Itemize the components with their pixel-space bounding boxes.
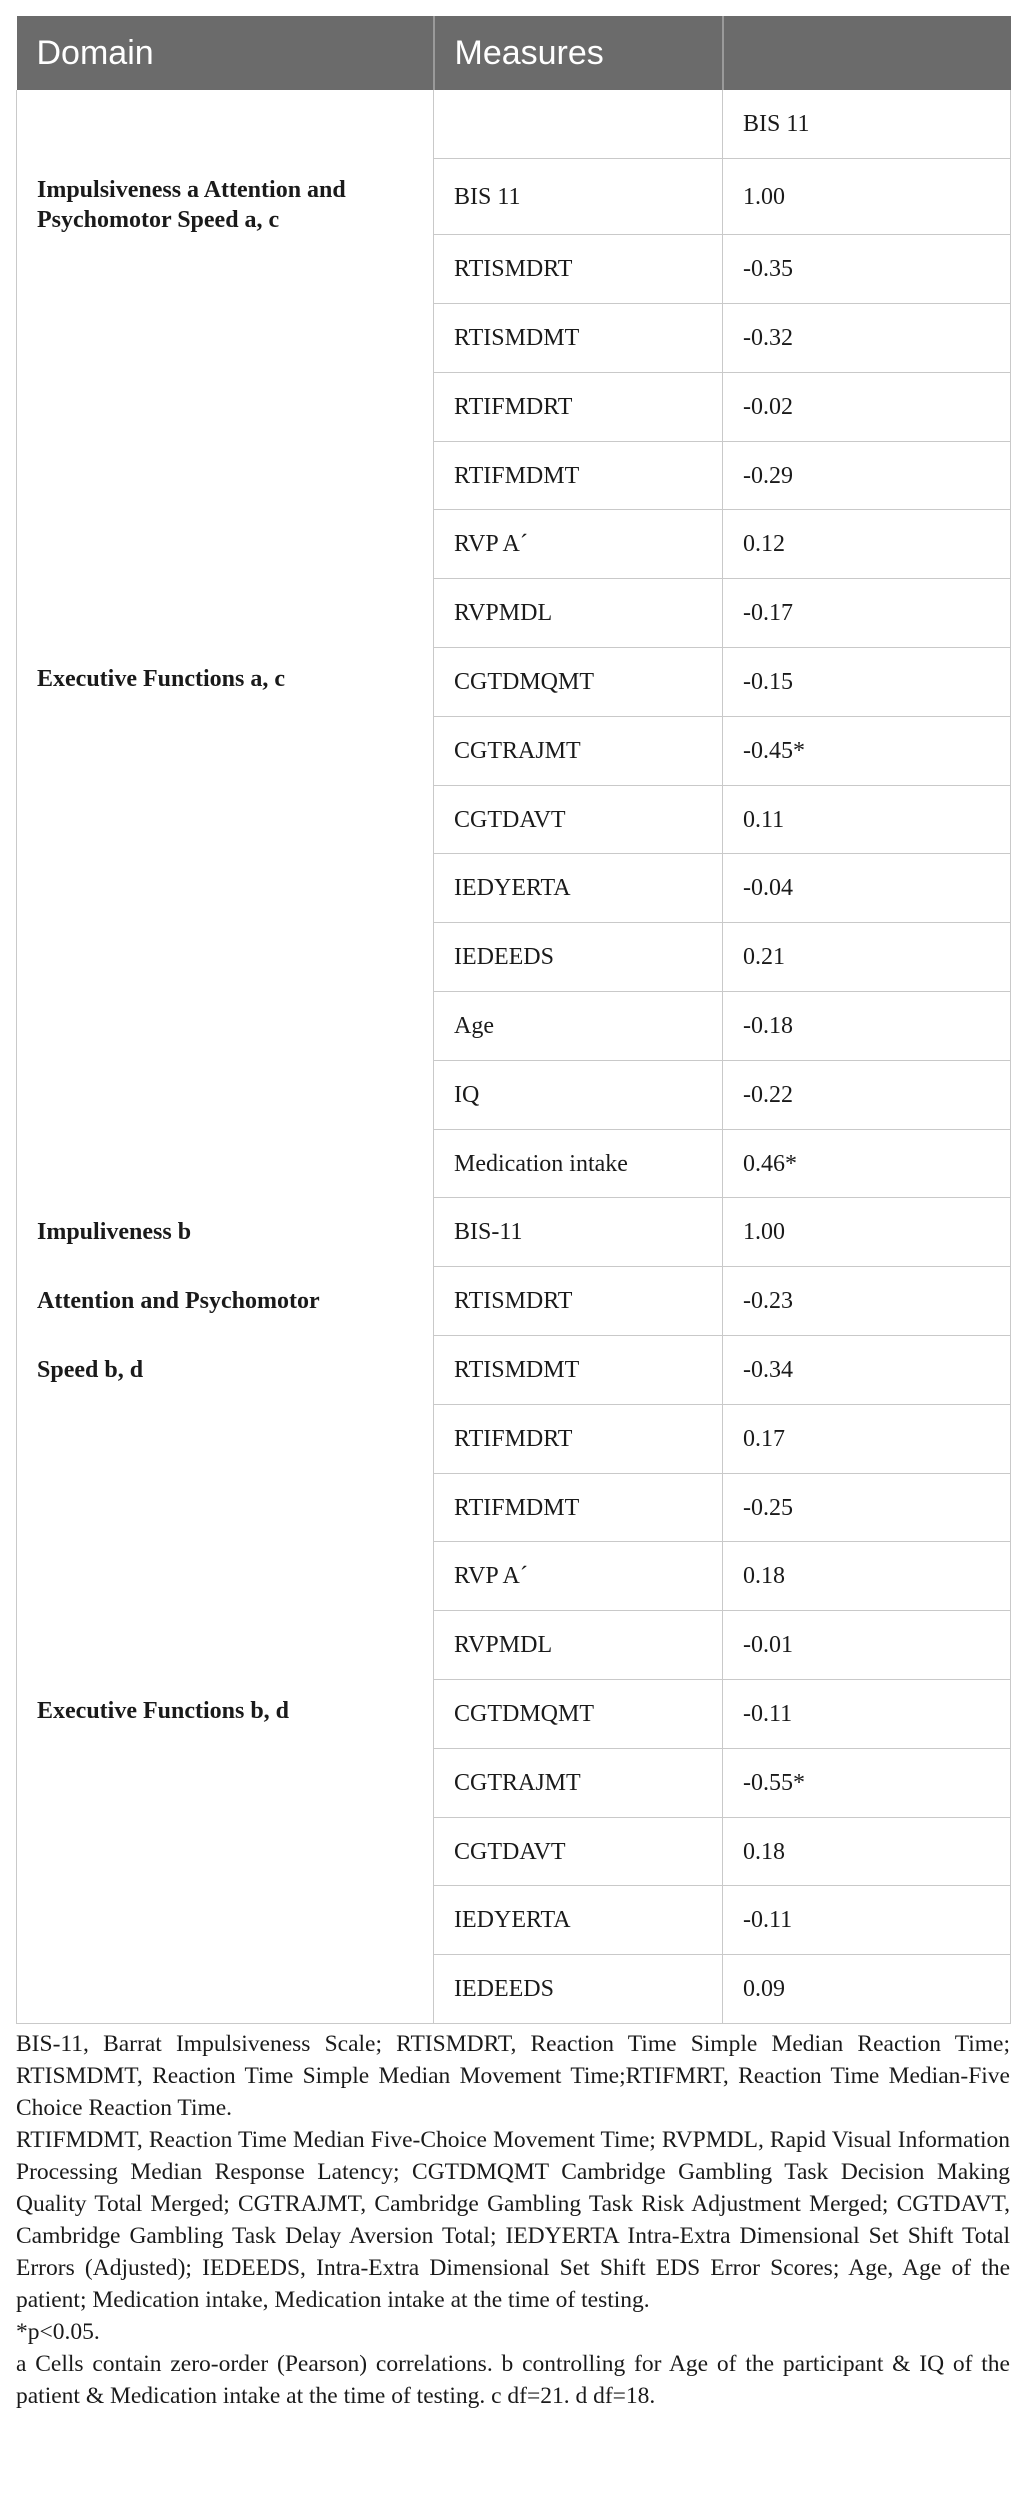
table-row <box>17 854 1011 923</box>
value-cell: 0.18 <box>723 1817 1011 1886</box>
footnote-notes: a Cells contain zero-order (Pearson) correlations. b controlling for Age of the participant & IQ of the patient & Medication intake at the time of testing. c df=21. d df=18. <box>16 2351 1010 2409</box>
domain-cell <box>17 1748 434 1817</box>
domain-cell <box>17 1611 434 1680</box>
table-row <box>17 923 1011 992</box>
value-cell: -0.35 <box>723 235 1011 304</box>
domain-cell <box>17 1404 434 1473</box>
measure-cell: BIS-11 <box>434 1198 723 1267</box>
measure-cell: RTIFMDRT <box>434 372 723 441</box>
table-body <box>17 90 1011 2024</box>
value-cell: 0.09 <box>723 1955 1011 2024</box>
table-row <box>17 1542 1011 1611</box>
measure-cell: IEDYERTA <box>434 1886 723 1955</box>
measure-cell: RTIFMDRT <box>434 1404 723 1473</box>
value-cell: 0.18 <box>723 1542 1011 1611</box>
measure-cell: RTISMDRT <box>434 235 723 304</box>
value-cell: -0.22 <box>723 1060 1011 1129</box>
table-row <box>17 304 1011 373</box>
measure-cell: RTIFMDMT <box>434 1473 723 1542</box>
domain-cell <box>17 579 434 648</box>
domain-cell: Executive Functions b, d <box>17 1680 434 1749</box>
domain-cell <box>17 441 434 510</box>
domain-cell <box>17 992 434 1061</box>
table-row <box>17 235 1011 304</box>
measure-cell: Medication intake <box>434 1129 723 1198</box>
value-cell: -0.17 <box>723 579 1011 648</box>
domain-cell <box>17 1817 434 1886</box>
value-cell: -0.29 <box>723 441 1011 510</box>
table-row <box>17 159 1011 235</box>
measure-cell: IEDYERTA <box>434 854 723 923</box>
footnote-significance: *p<0.05. <box>16 2319 100 2345</box>
measure-cell: RVP A´ <box>434 510 723 579</box>
value-cell: 1.00 <box>723 159 1011 235</box>
table-row <box>17 579 1011 648</box>
table-row <box>17 1267 1011 1336</box>
table-row <box>17 992 1011 1061</box>
value-cell: 0.12 <box>723 510 1011 579</box>
measure-cell: RVPMDL <box>434 1611 723 1680</box>
domain-cell <box>17 1129 434 1198</box>
table-row <box>17 1680 1011 1749</box>
measure-cell: CGTDMQMT <box>434 1680 723 1749</box>
table-row <box>17 716 1011 785</box>
measure-cell: CGTDAVT <box>434 1817 723 1886</box>
domain-cell <box>17 1886 434 1955</box>
measure-cell: RVP A´ <box>434 1542 723 1611</box>
table-row <box>17 1955 1011 2024</box>
domain-cell: Executive Functions a, c <box>17 648 434 717</box>
table-row <box>17 1473 1011 1542</box>
domain-cell <box>17 304 434 373</box>
table-row <box>17 1404 1011 1473</box>
domain-cell <box>17 1542 434 1611</box>
measure-cell: IEDEEDS <box>434 1955 723 2024</box>
domain-cell <box>17 1955 434 2024</box>
table-row <box>17 1060 1011 1129</box>
table-row <box>17 1886 1011 1955</box>
measure-cell <box>434 90 723 159</box>
header-row <box>17 16 1011 90</box>
table-row <box>17 1336 1011 1405</box>
measure-cell: RTISMDMT <box>434 304 723 373</box>
header-measures: Measures <box>434 16 723 90</box>
domain-cell <box>17 716 434 785</box>
measure-cell: CGTDMQMT <box>434 648 723 717</box>
measure-cell: RTISMDMT <box>434 1336 723 1405</box>
domain-cell <box>17 785 434 854</box>
table-row <box>17 510 1011 579</box>
value-cell: 0.46* <box>723 1129 1011 1198</box>
value-cell: -0.34 <box>723 1336 1011 1405</box>
value-cell: -0.55* <box>723 1748 1011 1817</box>
measure-cell: RVPMDL <box>434 579 723 648</box>
domain-cell <box>17 90 434 159</box>
measure-cell: Age <box>434 992 723 1061</box>
domain-cell: Impuliveness b <box>17 1198 434 1267</box>
domain-cell <box>17 235 434 304</box>
value-cell: -0.11 <box>723 1680 1011 1749</box>
domain-cell: Impulsiveness a Attention and Psychomotor Speed a, c <box>17 159 434 235</box>
domain-cell: Attention and Psychomotor <box>17 1267 434 1336</box>
measure-cell: RTISMDRT <box>434 1267 723 1336</box>
value-cell: 0.17 <box>723 1404 1011 1473</box>
value-cell: -0.15 <box>723 648 1011 717</box>
value-cell: BIS 11 <box>723 90 1011 159</box>
table-row <box>17 1198 1011 1267</box>
measure-cell: RTIFMDMT <box>434 441 723 510</box>
value-cell: -0.25 <box>723 1473 1011 1542</box>
value-cell: -0.02 <box>723 372 1011 441</box>
value-cell: -0.18 <box>723 992 1011 1061</box>
domain-cell <box>17 510 434 579</box>
correlation-table <box>16 16 1011 2024</box>
value-cell: -0.04 <box>723 854 1011 923</box>
domain-cell <box>17 1060 434 1129</box>
table-row <box>17 441 1011 510</box>
footnote-abbreviations-2: RTIFMDMT, Reaction Time Median Five-Choice Movement Time; RVPMDL, Rapid Visual Information Processing Median Response Latency; CGTDMQMT Cambridge Gambling Task Decision Making Quality Total Merged; CGTRAJMT, Cambridge Gambling Task Risk Adjustment Merged; CGTDAVT, Cambridge Gambling Task Delay Aversion Total; IEDYERTA Intra-Extra Dimensional Set Shift Total Errors (Adjusted); IEDEEDS, Intra-Extra Dimensional Set Shift EDS Error Scores; Age, Age of the patient; Medication intake, Medication intake at the time of testing. <box>16 2127 1010 2313</box>
value-cell: -0.11 <box>723 1886 1011 1955</box>
domain-cell <box>17 1473 434 1542</box>
table-footnotes <box>16 2028 1010 2412</box>
table-row <box>17 1748 1011 1817</box>
table-row <box>17 1129 1011 1198</box>
table-row <box>17 785 1011 854</box>
table-row <box>17 372 1011 441</box>
domain-cell <box>17 923 434 992</box>
domain-cell <box>17 854 434 923</box>
value-cell: -0.45* <box>723 716 1011 785</box>
footnote-abbreviations-1: BIS-11, Barrat Impulsiveness Scale; RTISMDRT, Reaction Time Simple Median Reaction Time; RTISMDMT, Reaction Time Simple Median Movement Time;RTIFMRT, Reaction Time Median-Five Choice Reaction Time. <box>16 2031 1010 2121</box>
measure-cell: IEDEEDS <box>434 923 723 992</box>
value-cell: -0.01 <box>723 1611 1011 1680</box>
table-row <box>17 1817 1011 1886</box>
measure-cell: BIS 11 <box>434 159 723 235</box>
domain-cell: Speed b, d <box>17 1336 434 1405</box>
correlation-table-container <box>16 16 1010 2024</box>
table-row <box>17 1611 1011 1680</box>
measure-cell: IQ <box>434 1060 723 1129</box>
value-cell: 0.21 <box>723 923 1011 992</box>
header-domain: Domain <box>17 16 434 90</box>
measure-cell: CGTRAJMT <box>434 1748 723 1817</box>
table-row <box>17 648 1011 717</box>
header-value <box>723 16 1011 90</box>
measure-cell: CGTDAVT <box>434 785 723 854</box>
value-cell: 0.11 <box>723 785 1011 854</box>
table-header <box>17 16 1011 90</box>
value-cell: -0.23 <box>723 1267 1011 1336</box>
table-row <box>17 90 1011 159</box>
measure-cell: CGTRAJMT <box>434 716 723 785</box>
domain-cell <box>17 372 434 441</box>
value-cell: -0.32 <box>723 304 1011 373</box>
value-cell: 1.00 <box>723 1198 1011 1267</box>
